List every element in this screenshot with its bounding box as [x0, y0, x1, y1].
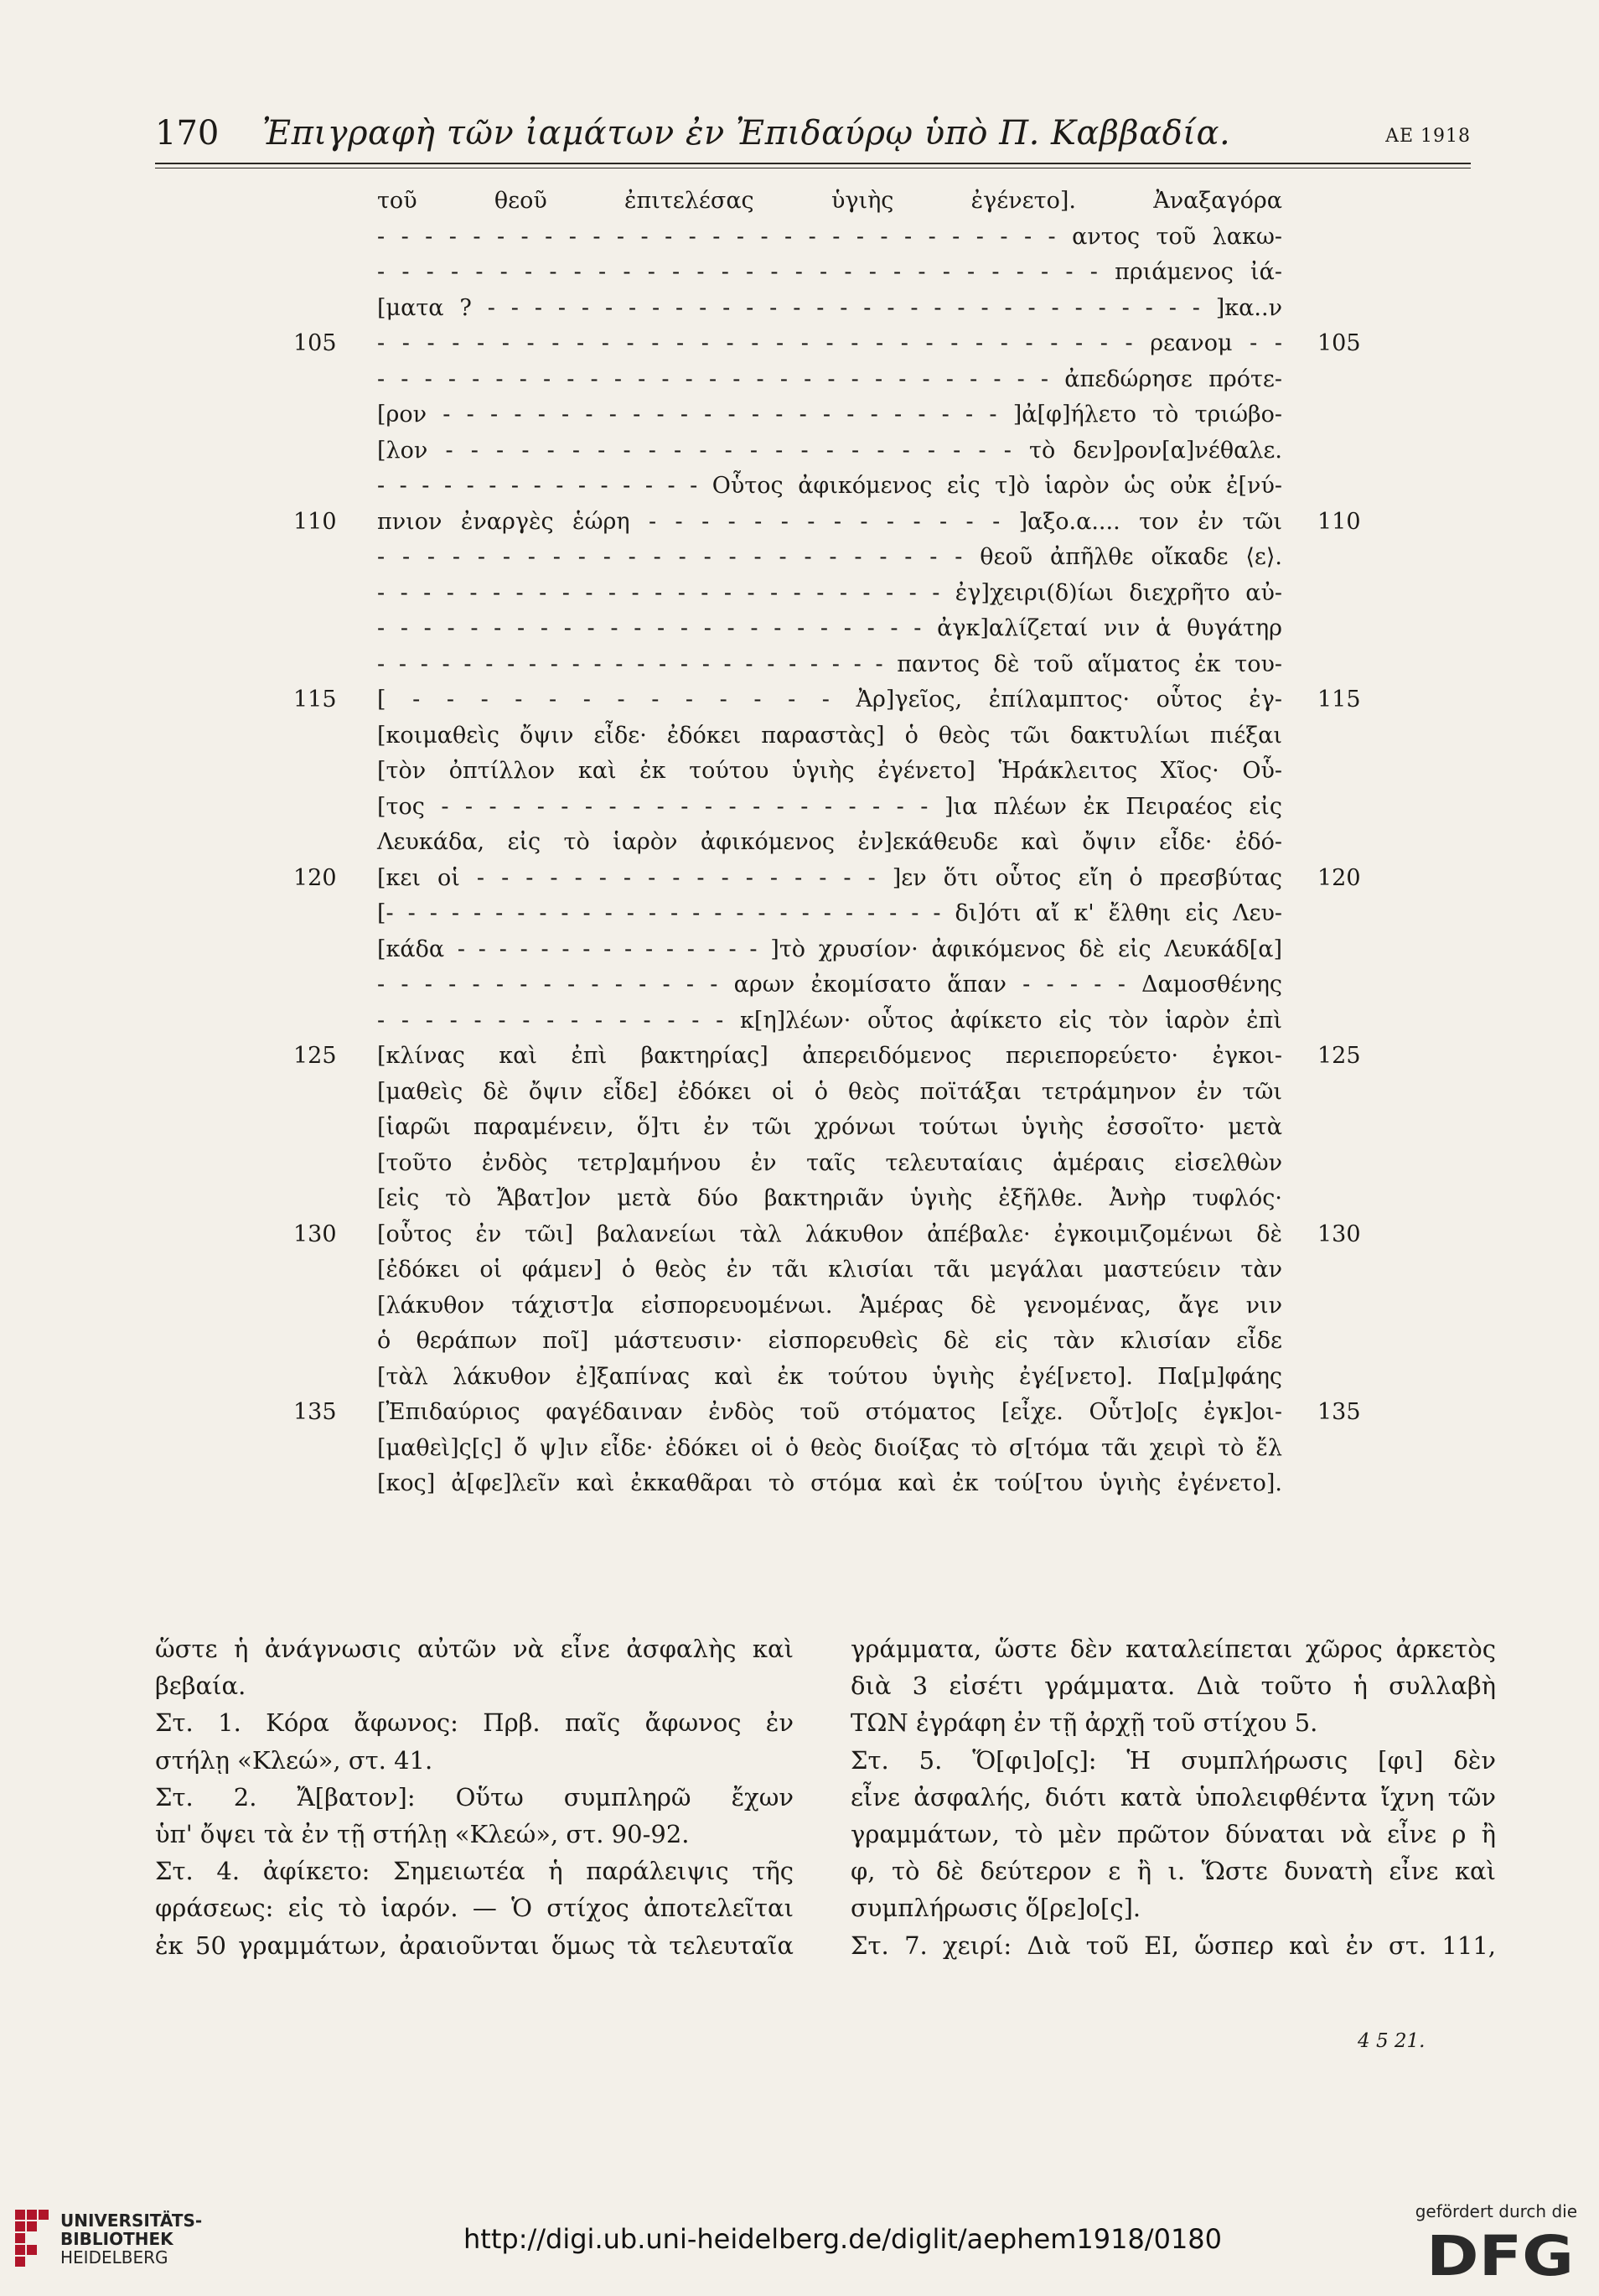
inscription-line [0, 504, 1599, 540]
inscription-line [0, 539, 1599, 575]
commentary-line: Στ. 5. Ὅ[φι]ο[ς]: Ἡ συμπλήρωσις [φι] δὲν [851, 1745, 1496, 1775]
inscription-line [0, 575, 1599, 611]
library-line-3: HEIDELBERG [60, 2247, 168, 2267]
inscription-line [0, 183, 1599, 219]
inscription-line-text: ὁ θεράπων ποῖ] μάστευσιν· εἰσπορευθεὶς δὲ εἰς τὰν κλισίαν εἶδε [377, 1328, 1282, 1354]
inscription-line [0, 1394, 1599, 1430]
inscription-line [0, 290, 1599, 326]
commentary-line: Στ. 7. χειρί: Διὰ τοῦ ΕΙ, ὥσπερ καὶ ἐν στ. 111, [851, 1931, 1496, 1960]
footer [0, 2179, 1599, 2296]
header-rule-thick [155, 163, 1471, 164]
inscription-line-text: - - - - - - - - - - - - - - - κ[η]λέων· οὗτος ἀφίκετο εἰς τὸν ἱαρὸν ἐπὶ [377, 1007, 1282, 1034]
commentary-line: ἐκ 50 γραμμάτων, ἀραιοῦνται ὅμως τὰ τελευταῖα [155, 1931, 794, 1960]
inscription-line-text: - - - - - - - - - - - - - - - - - - - - - - - - - - - - - αντος τοῦ λακω- [377, 223, 1282, 250]
inscription-line [0, 1074, 1599, 1110]
inscription-line [0, 1145, 1599, 1181]
inscription-line-text: - - - - - - - - - - - - - - - - - - - - - - - - παντος δὲ τοῦ αἵματος ἐκ του- [377, 650, 1282, 677]
inscription-line [0, 325, 1599, 361]
inscription-line-text: - - - - - - - - - - - - - - - αρων ἐκομίσατο ἅπαν - - - - - Δαμοσθένης [377, 972, 1282, 998]
inscription-line-text: - - - - - - - - - - - - - - - - - - - - - - - - - - - - - - - ρεανομ - - [377, 330, 1282, 356]
inscription-line-text: [Ἐπιδαύριος φαγέδαιναν ἐνδὸς τοῦ στόματος [εἶχε. Οὗτ]ο[ς ἐγκ]οι- [377, 1399, 1282, 1425]
inscription-line [0, 396, 1599, 433]
inscription-line [0, 860, 1599, 896]
dfg-logo-icon [1426, 2230, 1576, 2280]
inscription-line-text: πνιον ἐναργὲς ἑώρη - - - - - - - - - - - - - - ]αξο.α.... τον ἐν τῶι [377, 508, 1282, 535]
inscription-line-text: [τὸν ὀπτίλλον καὶ ἐκ τούτου ὑγιὴς ἐγένετο] Ἡράκλειτος Χῖος· Οὗ- [377, 758, 1282, 784]
inscription-line [0, 361, 1599, 397]
inscription-line [0, 219, 1599, 255]
line-number-right: 125 [1317, 1043, 1361, 1069]
dfg-logo-text: DFG [1426, 2230, 1574, 2280]
inscription-line-text: [τὰλ λάκυθον ἐ]ξαπίνας καὶ ἐκ τούτου ὑγιὴς ἐγέ[νετο]. Πα[μ]φάης [377, 1363, 1282, 1390]
line-number-right: 105 [1317, 330, 1361, 356]
commentary-line: Στ. 4. ἀφίκετο: Σημειωτέα ἡ παράλειψις τῆς [155, 1857, 794, 1886]
commentary-right-column [851, 1635, 1496, 1968]
inscription-line [0, 610, 1599, 646]
line-number-left: 135 [293, 1399, 337, 1425]
inscription-line-text: [ματα ? - - - - - - - - - - - - - - - - - - - - - - - - - - - - - - - ]κα..ν [377, 294, 1282, 321]
inscription-line [0, 895, 1599, 931]
commentary-line: Στ. 1. Κόρα ἄφωνος: Πρβ. παῖς ἄφωνος ἐν [155, 1708, 794, 1738]
line-number-right: 115 [1317, 687, 1361, 713]
inscription-line [0, 1430, 1599, 1466]
commentary-line: ὑπ' ὄψει τὰ ἐν τῇ στήλῃ «Κλεώ», στ. 90-92. [155, 1819, 690, 1848]
library-line-2: BIBLIOTHEK [60, 2229, 173, 2249]
inscription-line [0, 468, 1599, 504]
inscription-line [0, 682, 1599, 718]
inscription-text [0, 183, 1599, 1501]
inscription-line-text: [μαθεὶ]ς[ς] ὄ ψ]ιν εἶδε· ἐδόκει οἱ ὁ θεὸς διοίξας τὸ σ[τόμα τᾶι χειρὶ τὸ ἔλ [377, 1434, 1282, 1461]
commentary-line: γράμματα, ὥστε δὲν καταλείπεται χῶρος ἀρκετὸς [851, 1635, 1496, 1663]
inscription-line [0, 1180, 1599, 1216]
inscription-line [0, 1288, 1599, 1324]
inscription-line-text: [- - - - - - - - - - - - - - - - - - - - - - - - - - δι]ότι αἴ κ' ἔλθηι εἰς Λευ- [377, 900, 1282, 926]
inscription-line-text: [μαθεὶς δὲ ὄψιν εἶδε] ἐδόκει οἱ ὁ θεὸς ποϊτάξαι τετράμηνον ἐν τῶι [377, 1078, 1282, 1105]
library-line-1: UNIVERSITÄTS- [60, 2210, 203, 2231]
inscription-line [0, 646, 1599, 682]
inscription-line-text: [ἐδόκει οἱ φάμεν] ὁ θεὸς ἐν τᾶι κλισίαι τᾶι μεγάλαι μαστεύειν τὰν [377, 1257, 1282, 1283]
inscription-line-text: τοῦ θεοῦ ἐπιτελέσας ὑγιὴς ἐγένετο]. Ἀναξαγόρα [377, 188, 1282, 214]
inscription-line-text: - - - - - - - - - - - - - - - - - - - - - - - - θεοῦ ἀπῆλθε οἴκαδε ⟨ε⟩. [377, 544, 1282, 570]
inscription-line-text: - - - - - - - - - - - - - - - - - - - - - - - - - - - - - ἀπεδώρησε πρότε- [377, 365, 1282, 392]
inscription-line [0, 824, 1599, 860]
inscription-line-text: [τοῦτο ἐνδὸς τετρ]αμήνου ἐν ταῖς τελευταίαις ἁμέραις εἰσελθὼν [377, 1149, 1282, 1176]
inscription-line [0, 718, 1599, 754]
source-url-link[interactable]: http://digi.ub.uni-heidelberg.de/diglit/aephem1918/0180 [463, 2223, 1223, 2255]
inscription-line [0, 433, 1599, 469]
inscription-line [0, 789, 1599, 825]
commentary-line: συμπλήρωσις ὅ[ρε]ο[ς]. [851, 1894, 1141, 1923]
commentary-line: στήλῃ «Κλεώ», στ. 41. [155, 1745, 433, 1775]
inscription-line-text: - - - - - - - - - - - - - - - - - - - - - - - - - - - - - - πριάμενος ἰά- [377, 259, 1282, 285]
inscription-line-text: [κλίνας καὶ ἐπὶ βακτηρίας] ἀπερειδόμενος περιεπορεύετο· ἐγκοι- [377, 1043, 1282, 1069]
inscription-line [0, 1003, 1599, 1039]
inscription-line-text: [εἰς τὸ Ἄβατ]ον μετὰ δύο βακτηριᾶν ὑγιὴς ἐξῆλθε. Ἀνὴρ τυφλός· [377, 1185, 1282, 1211]
line-number-left: 110 [293, 508, 337, 535]
running-title: Ἐπιγραφὴ τῶν ἰαμάτων ἐν Ἐπιδαύρῳ ὑπὸ Π. Καββαδία. [262, 114, 1231, 153]
inscription-line-text: - - - - - - - - - - - - - - - Οὗτος ἀφικόμενος εἰς τ]ὸ ἱαρὸν ὡς οὐκ ἐ[νύ- [377, 473, 1282, 499]
commentary-line: φράσεως: εἰς τὸ ἱαρόν. — Ὁ στίχος ἀποτελεῖται [155, 1894, 794, 1923]
inscription-line [0, 1465, 1599, 1501]
inscription-line [0, 254, 1599, 290]
inscription-line-text: [ρον - - - - - - - - - - - - - - - - - - - - - - - - ]ἀ[φ]ήλετο τὸ τριώβο- [377, 402, 1282, 428]
inscription-line [0, 1038, 1599, 1074]
inscription-line [0, 1252, 1599, 1288]
commentary-line: βεβαία. [155, 1671, 246, 1701]
commentary-line: εἶνε ἀσφαλής, διότι κατὰ ὑπολειφθέντα ἴχνη τῶν [851, 1782, 1496, 1811]
line-number-left: 120 [293, 864, 337, 891]
line-number-left: 115 [293, 687, 337, 713]
running-header [155, 114, 1471, 161]
page-number: 170 [155, 114, 220, 153]
inscription-line [0, 1109, 1599, 1145]
line-number-left: 125 [293, 1043, 337, 1069]
inscription-line-text: [κάδα - - - - - - - - - - - - - - - ]τὸ χρυσίον· ἀφικόμενος δὲ εἰς Λευκάδ[α] [377, 936, 1282, 962]
inscription-line-text: [ἱαρῶι παραμένειν, ὅ]τι ἐν τῶι χρόνωι τούτωι ὑγιὴς ἐσσοῖτο· μετὰ [377, 1114, 1282, 1140]
inscription-line [0, 1323, 1599, 1359]
commentary-line: ΤΩΝ ἐγράφη ἐν τῇ ἀρχῇ τοῦ στίχου 5. [851, 1708, 1318, 1738]
line-number-right: 120 [1317, 864, 1361, 891]
commentary-line: φ, τὸ δὲ δεύτερον ε ἢ ι. Ὥστε δυνατὴ εἶνε καὶ [851, 1857, 1496, 1886]
commentary-line: ὥστε ἡ ἀνάγνωσις αὐτῶν νὰ εἶνε ἀσφαλὴς καὶ [155, 1635, 794, 1663]
line-number-left: 105 [293, 330, 337, 356]
inscription-line-text: - - - - - - - - - - - - - - - - - - - - - - - - - ἐγ]χειρι(δ)ίωι διεχρῆτο αὐ- [377, 579, 1282, 606]
inscription-line-text: [κοιμαθεὶς ὄψιν εἶδε· ἐδόκει παραστὰς] ὁ θεὸς τῶι δακτυλίωι πιέξαι [377, 722, 1282, 749]
inscription-line-text: [τος - - - - - - - - - - - - - - - - - - - - - ]ια πλέων ἐκ Πειραέος εἰς [377, 793, 1282, 820]
university-library-logo-icon [15, 2210, 49, 2270]
line-number-right: 130 [1317, 1221, 1361, 1247]
line-number-left: 130 [293, 1221, 337, 1247]
inscription-line-text: [οὗτος ἐν τῶι] βαλανείωι τὰλ λάκυθον ἀπέβαλε· ἐγκοιμιζομένωι δὲ [377, 1221, 1282, 1247]
commentary-line: γραμμάτων, τὸ μὲν πρῶτον δύναται νὰ εἶνε ρ ἢ [851, 1819, 1496, 1848]
university-library-name [60, 2211, 202, 2267]
inscription-line [0, 967, 1599, 1003]
line-number-right: 135 [1317, 1399, 1361, 1425]
line-number-right: 110 [1317, 508, 1361, 535]
inscription-line [0, 1359, 1599, 1395]
inscription-line-text: [λον - - - - - - - - - - - - - - - - - - - - - - - τὸ δεν]ρον[α]νέθαλε. [377, 437, 1282, 464]
inscription-line [0, 931, 1599, 967]
inscription-line-text: [λάκυθον τάχιστ]α εἰσπορευομένωι. Ἁμέρας δὲ γενομένας, ἄγε νιν [377, 1292, 1282, 1319]
inscription-line-text: [ - - - - - - - - - - - - - Ἀρ]γεῖος, ἐπίλαμπτος· οὗτος ἐγ- [377, 687, 1282, 713]
inscription-line-text: [κος] ἀ[φε]λεῖν καὶ ἐκκαθᾶραι τὸ στόμα καὶ ἐκ τού[του ὑγιὴς ἐγένετο]. [377, 1470, 1282, 1496]
inscription-line-text: Λευκάδα, εἰς τὸ ἱαρὸν ἀφικόμενος ἐν]εκάθευδε καὶ ὄψιν εἶδε· ἐδό- [377, 829, 1282, 855]
commentary-line: Στ. 2. Ἄ[βατον]: Οὕτω συμπληρῶ ἔχων [155, 1782, 794, 1811]
date-mark: 4 5 21. [1358, 2030, 1426, 2052]
journal-mark: ΑΕ 1918 [1385, 126, 1471, 147]
funded-by-label: gefördert durch die [1415, 2201, 1577, 2221]
inscription-line-text: - - - - - - - - - - - - - - - - - - - - - - - - ἀγκ]αλίζεταί νιν ἁ θυγάτηρ [377, 615, 1282, 641]
commentary-line: διὰ 3 εἰσέτι γράμματα. Διὰ τοῦτο ἡ συλλαβὴ [851, 1671, 1496, 1701]
inscription-line [0, 753, 1599, 789]
inscription-line-text: [κει οἱ - - - - - - - - - - - - - - - - - ]εν ὅτι οὗτος εἴη ὁ πρεσβύτας [377, 864, 1282, 891]
commentary-left-column [155, 1635, 794, 1968]
inscription-line [0, 1216, 1599, 1252]
